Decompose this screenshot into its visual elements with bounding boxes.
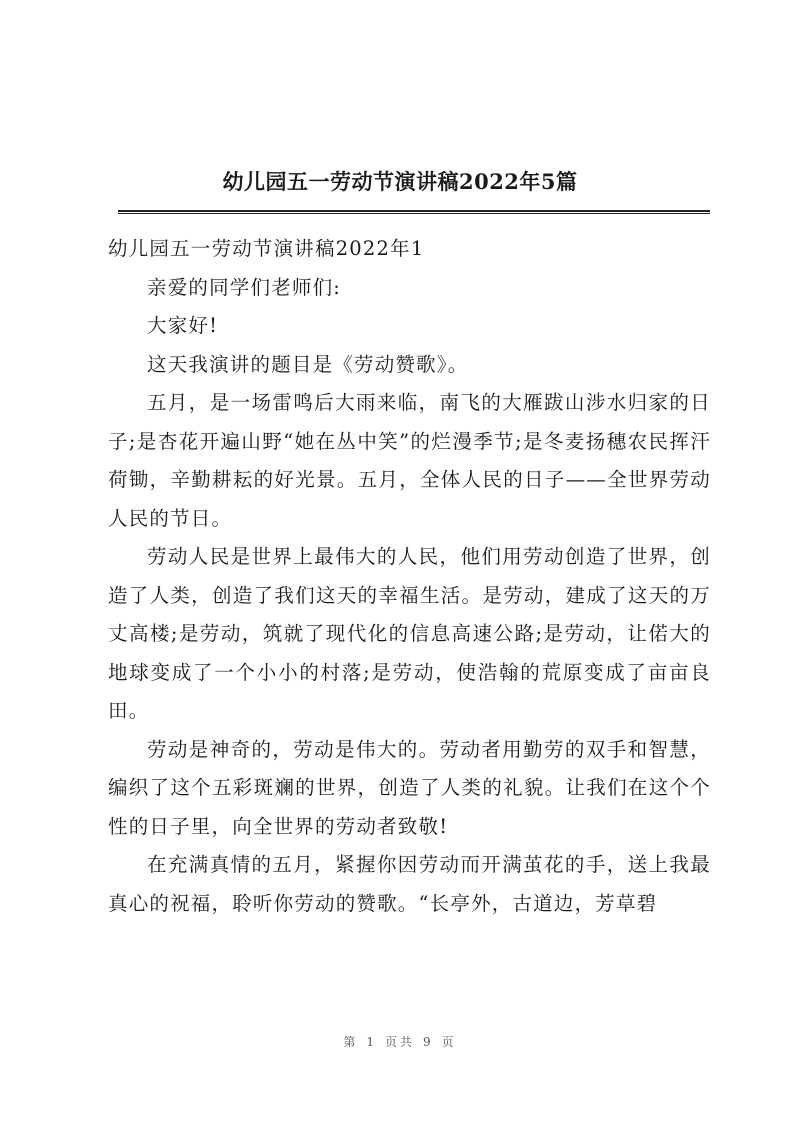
footer-suffix: 页 [441,1035,457,1049]
section-heading: 幼儿园五一劳动节演讲稿2022年1 [108,237,425,260]
paragraph-may: 五月，是一场雷鸣后大雨来临，南飞的大雁跋山涉水归家的日子;是杏花开遍山野“她在丛中笑”的烂漫季节;是冬麦扬穗农民挥汗荷锄，辛勤耕耘的好光景。五月，全体人民的日子——全世界劳动人民的节日。 [108,391,711,530]
footer-total-pages: 9 [423,1035,434,1049]
paragraph-topic: 这天我演讲的题目是《劳动赞歌》。 [147,352,469,376]
footer-prefix: 第 [343,1035,359,1049]
title-divider [118,210,710,214]
paragraph-greeting: 大家好! [147,314,219,337]
footer-current-page: 1 [366,1035,377,1049]
paragraph-workers: 劳动人民是世界上最伟大的人民，他们用劳动创造了世界，创造了人类，创造了我们这天的幸福生活。是劳动，建成了这天的万丈高楼;是劳动，筑就了现代化的信息高速公路;是劳动，让偌大的地球变成了一个小小的村落;是劳动，使浩翰的荒原变成了亩亩良田。 [108,545,711,722]
paragraph-salutation: 亲爱的同学们老师们: [147,275,342,299]
document-title: 幼儿园五一劳动节演讲稿2022年5篇 [222,169,578,194]
document-body [108,230,711,923]
footer-middle: 页共 [384,1035,415,1049]
paragraph-blessing: 在充满真情的五月，紧握你因劳动而开满茧花的手，送上我最真心的祝福，聆听你劳动的赞歌。“长亭外，古道边，芳草碧 [108,853,711,915]
page-footer [0,1033,800,1050]
paragraph-labor-great: 劳动是神奇的，劳动是伟大的。劳动者用勤劳的双手和智慧，编织了这个五彩斑斓的世界，创造了人类的礼貌。让我们在这个个性的日子里，向全世界的劳动者致敬! [108,737,711,838]
